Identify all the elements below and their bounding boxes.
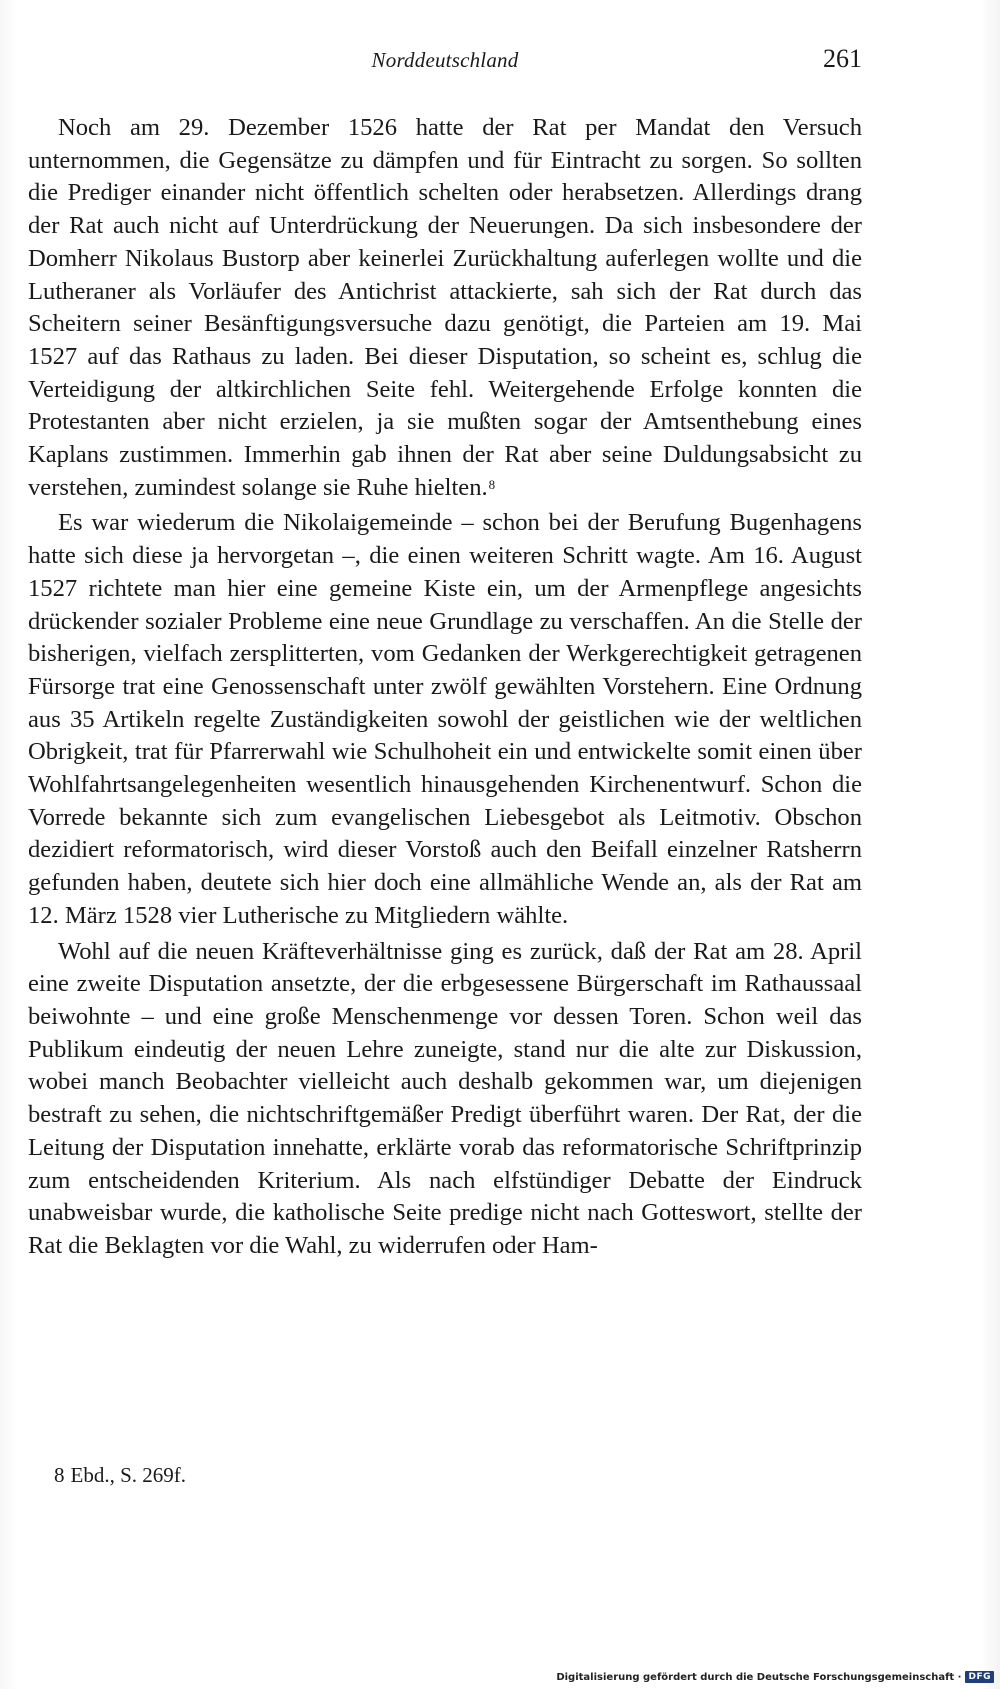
paragraph-1-text: Noch am 29. Dezember 1526 hatte der Rat per Mandat den Versuch unternommen, die Gegensätze zu dämpfen und für Eintracht zu sorgen. So sollten die Prediger einander nicht öffentlich schelten oder herabsetzen. Allerdings drang der Rat auch nicht auf Unterdrückung der Neuerungen. Da sich insbesondere der Domherr Nikolaus Bustorp aber keinerlei Zurückhaltung auferlegen wollte und die Lutheraner als Vorläufer des Antichrist attackierte, sah sich der Rat durch das Scheitern seiner Besänftigungsversuche dazu genötigt, die Parteien am 19. Mai 1527 auf das Rathaus zu laden. Bei dieser Disputation, so scheint es, schlug die Verteidigung der altkirchlichen Seite fehl. Weitergehende Erfolge konnten die Protestanten aber nicht erzielen, ja sie mußten sogar der Amtsenthebung eines Kaplans zustimmen. Immerhin gab ihnen der Rat aber seine Duldungsabsicht zu verstehen, zumindest solange sie Ruhe hielten.: [28, 114, 862, 501]
running-head: [28, 44, 862, 82]
page-number: 261: [823, 44, 862, 73]
credit-text: Digitalisierung gefördert durch die Deutsche Forschungsgemeinschaft ·: [556, 1671, 962, 1683]
dfg-logo-icon: DFG: [965, 1671, 994, 1683]
paragraph-2: [28, 507, 862, 932]
paragraph-3-text: Wohl auf die neuen Kräfteverhältnisse ging es zurück, daß der Rat am 28. April eine zweite Disputation ansetzte, der die erbgesessene Bürgerschaft im Rathaussaal beiwohnte – und eine große Menschenmenge vor dessen Toren. Schon weil das Publikum eindeutig der neuen Lehre zuneigte, stand nur die alte zur Diskussion, wobei manch Beobachter vielleicht auch deshalb gekommen war, um diejenigen bestraft zu sehen, die nichtschriftgemäßer Predigt überführt waren. Der Rat, der die Leitung der Disputation innehatte, erklärte vorab das reformatorische Schriftprinzip zum entscheidenden Kriterium. Als nach elfstündiger Debatte der Eindruck unabweisbar wurde, die katholische Seite predige nicht nach Gotteswort, stellte der Rat die Beklagten vor die Wahl, zu widerrufen oder Ham-: [28, 937, 862, 1259]
footnote-text: Ebd., S. 269f.: [70, 1463, 186, 1487]
footnote-number: 8: [54, 1463, 65, 1487]
digitization-credit: [556, 1669, 994, 1685]
footnote-reference-8[interactable]: 8: [488, 476, 496, 492]
paragraph-2-text: Es war wiederum die Nikolaigemeinde – schon bei der Berufung Bugenhagens hatte sich diese ja hervorgetan –, die einen weiteren Schritt wagte. Am 16. August 1527 richtete man hier eine gemeine Kiste ein, um der Armenpflege angesichts drückender sozialer Probleme eine neue Grundlage zu verschaffen. An die Stelle der bisherigen, vielfach zersplitterten, vom Gedanken der Werkgerechtigkeit getragenen Fürsorge trat eine Genossenschaft unter zwölf gewählten Vorstehern. Eine Ordnung aus 35 Artikeln regelte Zuständigkeiten sowohl der geistlichen wie der weltlichen Obrigkeit, trat für Pfarrerwahl wie Schulhoheit ein und entwickelte somit einen über Wohlfahrtsangelegenheiten wesentlich hinausgehenden Kirchenentwurf. Schon die Vorrede bekannte sich zum evangelischen Liebesgebot als Leitmotiv. Obschon dezidiert reformatorisch, wird dieser Vorstoß auch den Beifall einzelner Ratsherrn gefunden haben, deutete sich hier doch eine allmähliche Wende an, als der Rat am 12. März 1528 vier Lutherische zu Mitgliedern wählte.: [28, 509, 862, 929]
footnotes: [28, 1461, 862, 1489]
paragraph-3: [28, 936, 862, 1263]
footnote-8: [28, 1461, 862, 1489]
running-title: Norddeutschland: [371, 48, 519, 72]
paragraph-1: [28, 112, 862, 504]
body-text: [28, 112, 862, 1263]
